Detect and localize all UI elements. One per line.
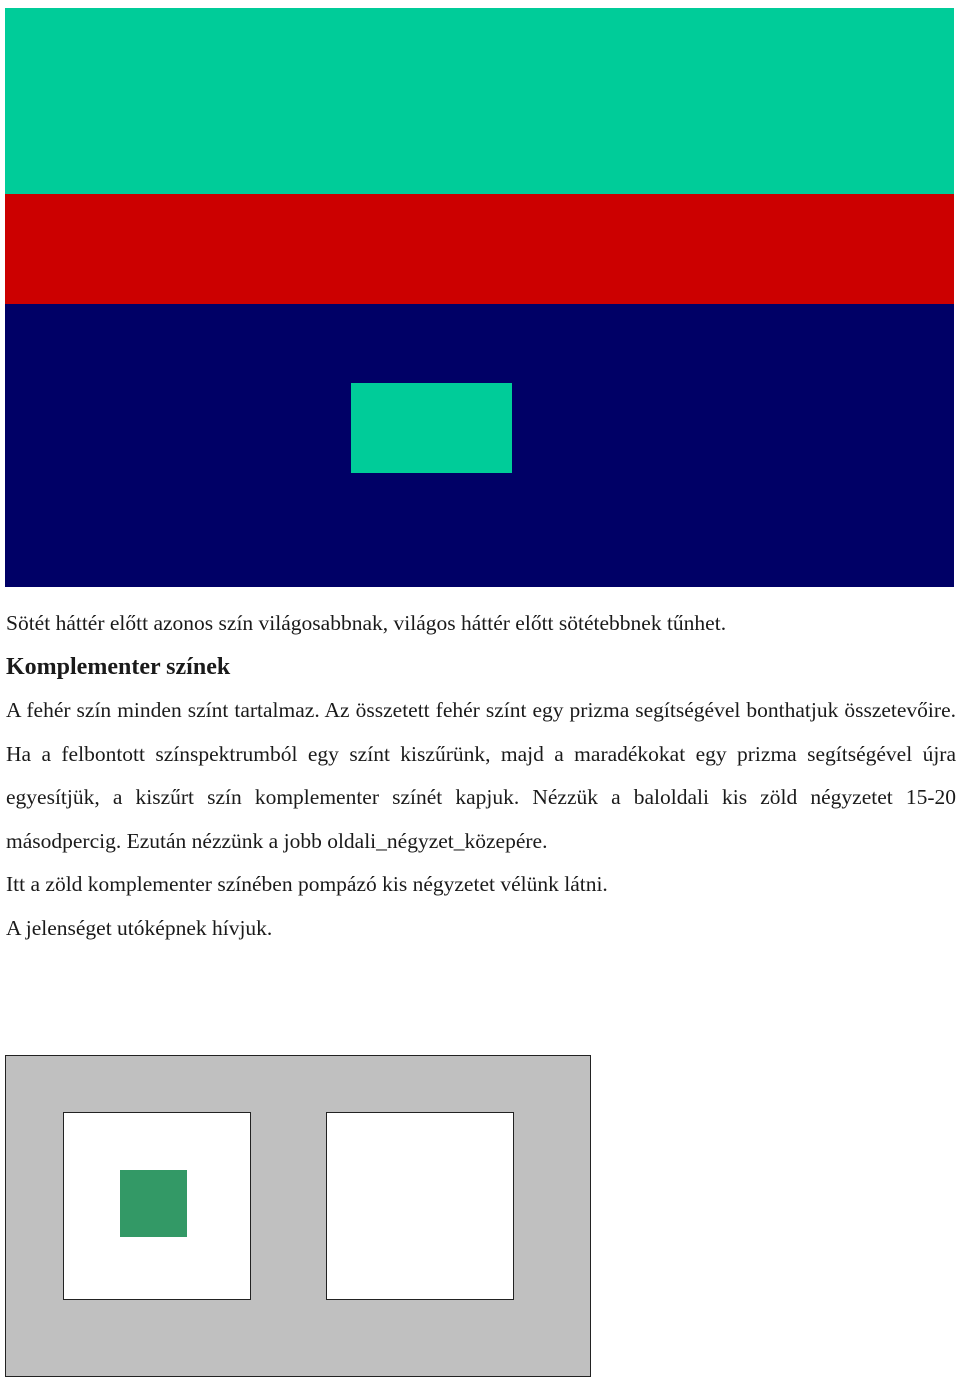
- right-white-square: [326, 1112, 514, 1300]
- color-band-green: [5, 8, 954, 194]
- afterimage-figure: [5, 1055, 591, 1377]
- explanation-paragraph: A fehér szín minden színt tartalmaz. Az összetett fehér színt egy prizma segítségével bonthatjuk összetevőire. Ha a felbontott színspektrumból egy színt kiszűrünk, majd a maradékokat egy prizma segítségével újra egyesítjük, a kiszűrt szín komplementer színét kapjuk. Nézzük a baloldali kis zöld négyzetet 15-20 másodpercig. Ezután nézzünk a jobb oldali_négyzet_közepére.: [6, 698, 956, 853]
- left-white-square: [63, 1112, 251, 1300]
- contrast-sentence: Sötét háttér előtt azonos szín világosabbnak, világos háttér előtt sötétebbnek tűnhet.: [6, 611, 727, 635]
- section-heading: Komplementer színek: [6, 653, 231, 680]
- contrast-rectangle-green: [351, 383, 512, 473]
- document-text: [6, 602, 956, 950]
- color-band-red: [5, 194, 954, 304]
- afterimage-sentence: Itt a zöld komplementer színében pompázó kis négyzetet vélünk látni.: [6, 872, 608, 896]
- color-band-navy: [5, 304, 954, 587]
- green-fixation-square: [120, 1170, 187, 1237]
- phenomenon-sentence: A jelenséget utóképnek hívjuk.: [6, 915, 273, 940]
